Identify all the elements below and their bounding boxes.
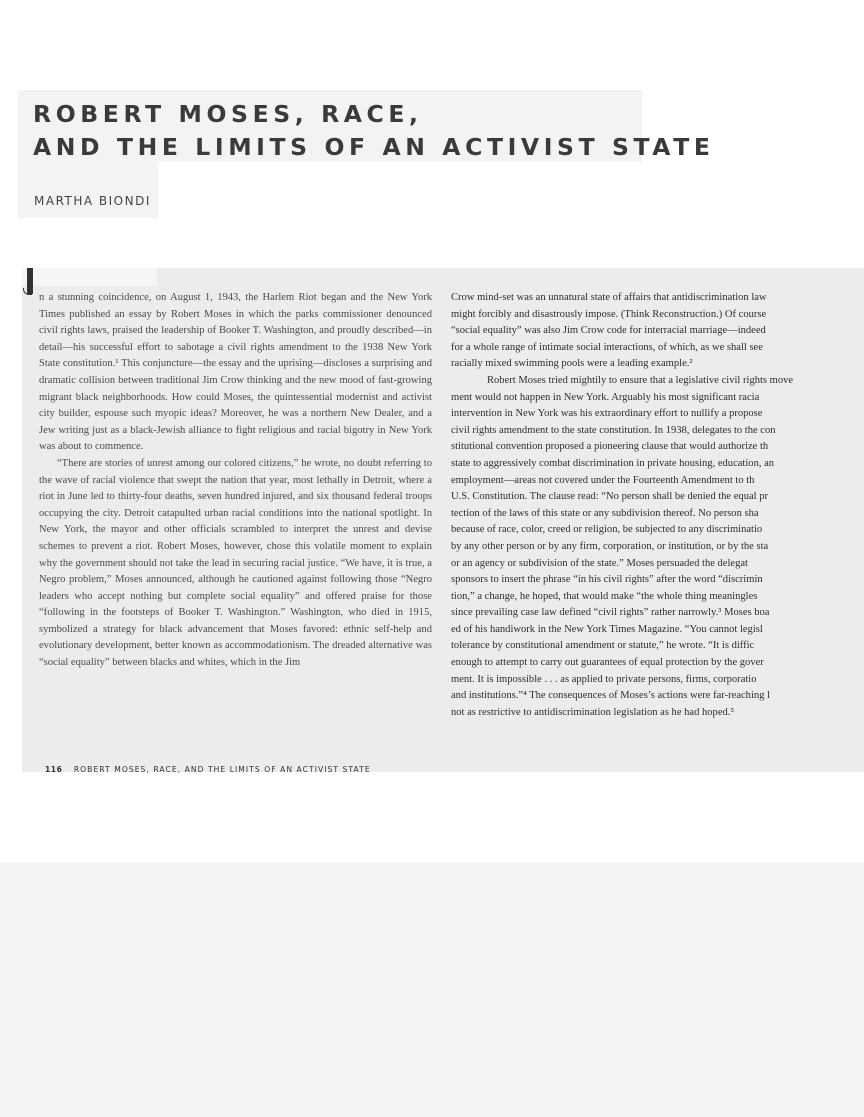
text-line: might forcibly and disastrously impose. (Think Reconstruction.) Of course [451,308,767,320]
text-line: U.S. Constitution. The clause read: “No person shall be denied the equal pr [451,491,769,503]
running-head: ROBERT MOSES, RACE, AND THE LIMITS OF AN ACTIVIST STATE [73,765,371,774]
text-line: by any other person or by any firm, corporation, or institution, or by the sta [451,540,769,552]
text-line: tion,” a change, he hoped, that would make “the whole thing meaningles [451,590,758,602]
text-line: intervention in New York was his extraordinary effort to nullify a propose [451,408,763,420]
text-line: enough to attempt to carry out guarantees of equal protection by the gover [451,657,764,669]
text-line: employment—areas not covered under the Fourteenth Amendment to th [451,474,755,486]
page-number: 116 [45,765,63,774]
text-line: ed of his handiwork in the New York Times Magazine. “You cannot legisl [451,623,763,635]
article-title [33,98,715,164]
text-line: sponsors to insert the phrase “in his civil rights” after the word “discrimin [451,574,763,586]
text-line: since prevailing case law defined “civil rights” rather narrowly.³ Moses boa [451,607,770,619]
author-band [18,162,158,218]
text-line: Crow mind-set was an unnatural state of affairs that antidiscrimination law [451,292,767,303]
paragraph-1: n a stunning coincidence, on August 1, 1943, the Harlem Riot began and the New York Times published an essay by Robert Moses in which the parks commissioner denounced civil rights laws, praised the leadership of Booker T. Washington, and proudly described—in detail—his successful effort to sabotage a civil rights amendment to the 1938 New York State constitution.¹ This conjuncture—the essay and the uprising—discloses a surprising and dramatic collision between traditional Jim Crow thinking and the new mood of fast-growing migrant black neighborhoods. How could Moses, the quintessential modernist and activist city builder, espouse such myopic ideas? Moreover, he was a northern New Dealer, and a Jew writing just as a black-Jewish alliance to fight religious and racial bigotry in New York was about to commence. [39,292,432,453]
text-line: “social equality” was also Jim Crow code for interracial marriage—indeed [451,325,766,337]
text-line: Robert Moses tried mightily to ensure that a legislative civil rights move [487,374,794,386]
text-column-left [39,290,432,672]
text-column-right [451,290,864,721]
text-line: not as restrictive to antidiscrimination legislation as he had hoped.⁵ [451,706,735,718]
title-line-2: AND THE LIMITS OF AN ACTIVIST STATE [33,133,715,161]
text-line: tection of the laws of this state or any subdivision thereof. No person sha [451,507,759,519]
text-line: state to aggressively combat discrimination in private housing, education, an [451,457,775,469]
scan-notch [22,268,157,286]
title-line-1: ROBERT MOSES, RACE, [33,100,423,128]
text-line: ment. It is impossible . . . as applied to private persons, firms, corporatio [451,673,757,685]
text-line: and institutions.”⁴ The consequences of Moses’s actions were far-reaching l [451,690,770,702]
author-name: MARTHA BIONDI [34,194,151,208]
text-line: ment would not happen in New York. Arguably his most significant racia [451,391,760,403]
text-line: civil rights amendment to the state constitution. In 1938, delegates to the con [451,424,776,436]
text-line: for a whole range of intimate social interactions, of which, as we shall see [451,341,763,353]
page-footer [45,765,371,774]
text-line: racially mixed swimming pools were a leading example.² [451,358,693,370]
paragraph-2: “There are stories of unrest among our colored citizens,” he wrote, no doubt referring to the wave of racial violence that swept the nation that year, most lethally in Detroit, where a riot in June led to thirty-four deaths, seven hundred injured, and six thousand federal troops occupying the city. Detroit catapulted urban racial conditions into the national spotlight. In New York, the mayor and other officials scrambled to interpret the unrest and devise schemes to prevent a riot. Robert Moses, however, chose this volatile moment to explain why the government should not take the lead in securing racial justice. “We have, it is true, a Negro problem,” Moses announced, although he cautioned against following those “Negro leaders who accept nothing but complete social equality” and offered praise for those “following in the footsteps of Booker T. Washington.” Washington, who died in 1915, symbolized a strategy for black advancement that Moses favored: ethnic self-help and evolutionary development, better known as accommodationism. The dreaded alternative was “social equality” between blacks and whites, which in the Jim [39,457,432,669]
text-line: or an agency or subdivision of the state.” Moses persuaded the delegat [451,557,748,569]
text-line: because of race, color, creed or religion, be subjected to any discriminatio [451,524,763,536]
text-line: stitutional convention proposed a pioneering clause that would authorize th [451,441,769,453]
text-line: tolerance by constitutional amendment or statute,” he wrote. “It is diffic [451,640,755,652]
background-gray-area [0,862,864,1117]
